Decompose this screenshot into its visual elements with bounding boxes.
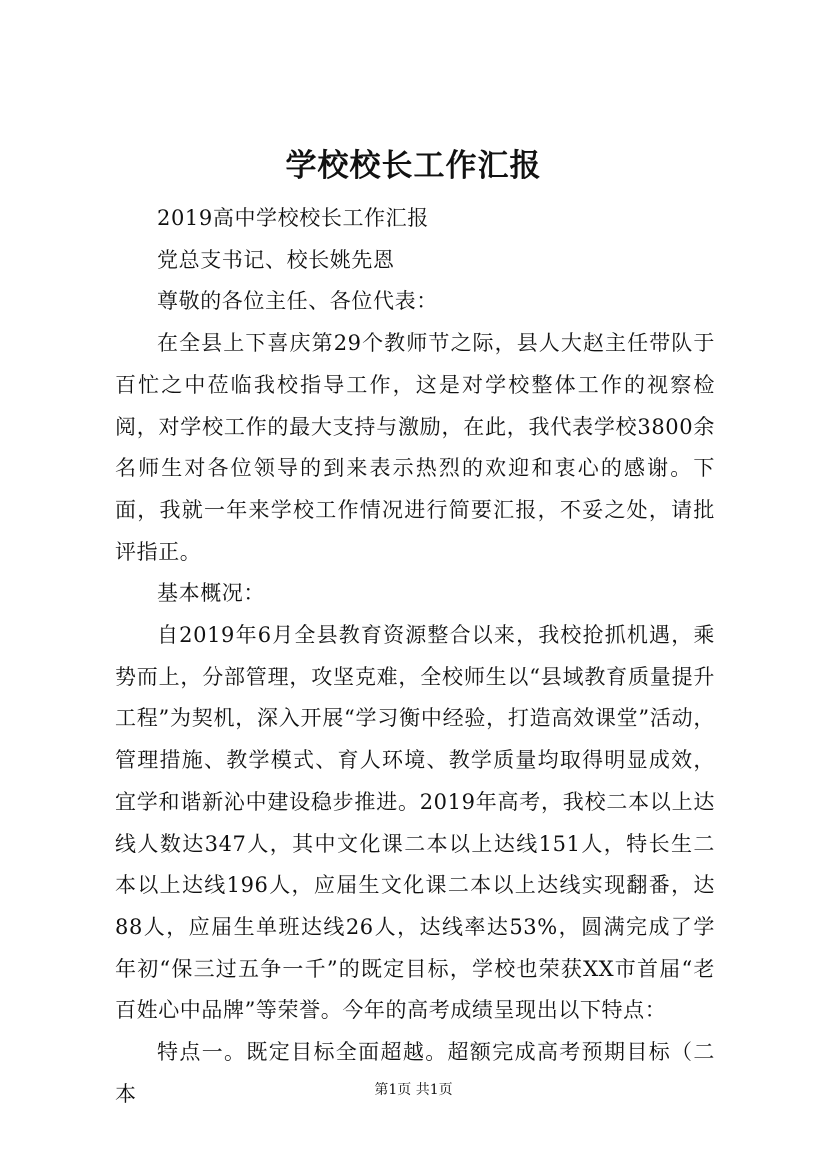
- paragraph-section-heading: 基本概况：: [157, 581, 265, 606]
- paragraph-feature-one: 特点一。既定目标全面超越。超额完成高考预期目标（二本: [115, 1040, 715, 1106]
- document-title: 学校校长工作汇报: [285, 148, 542, 184]
- paragraph-author: 党总支书记、校长姚先恩: [157, 247, 395, 272]
- paragraph-salutation: 尊敬的各位主任、各位代表：: [157, 289, 438, 314]
- paragraph-overview: 自2019年6月全县教育资源整合以来，我校抢抓机遇，乘势而上，分部管理，攻坚克难，全校师生以“县域教育质量提升工程”为契机，深入开展“学习衡中经验，打造高效课堂”活动，管理措施、教学模式、育人环境、教学质量均取得明显成效，宜学和谐新沁中建设稳步推进。2019年高考，我校二本以上达线人数达347人，其中文化课二本以上达线151人，特长生二本以上达线196人，应届生文化课二本以上达线实现翻番，达88人，应届生单班达线26人，达线率达53%，圆满完成了学年初“保三过五争一千”的既定目标，学校也荣获XX市首届“老百姓心中品牌”等荣誉。今年的高考成绩呈现出以下特点：: [115, 623, 715, 1023]
- document-body: [115, 198, 715, 1115]
- paragraph-intro: 在全县上下喜庆第29个教师节之际，县人大赵主任带队于百忙之中莅临我校指导工作，这是对学校整体工作的视察检阅，对学校工作的最大支持与激励，在此，我代表学校3800余名师生对各位领导的到来表示热烈的欢迎和衷心的感谢。下面，我就一年来学校工作情况进行简要汇报，不妥之处，请批评指正。: [115, 331, 715, 564]
- page-number-footer: 第1页 共1页: [374, 1082, 453, 1098]
- paragraph-subtitle: 2019高中学校校长工作汇报: [157, 206, 429, 230]
